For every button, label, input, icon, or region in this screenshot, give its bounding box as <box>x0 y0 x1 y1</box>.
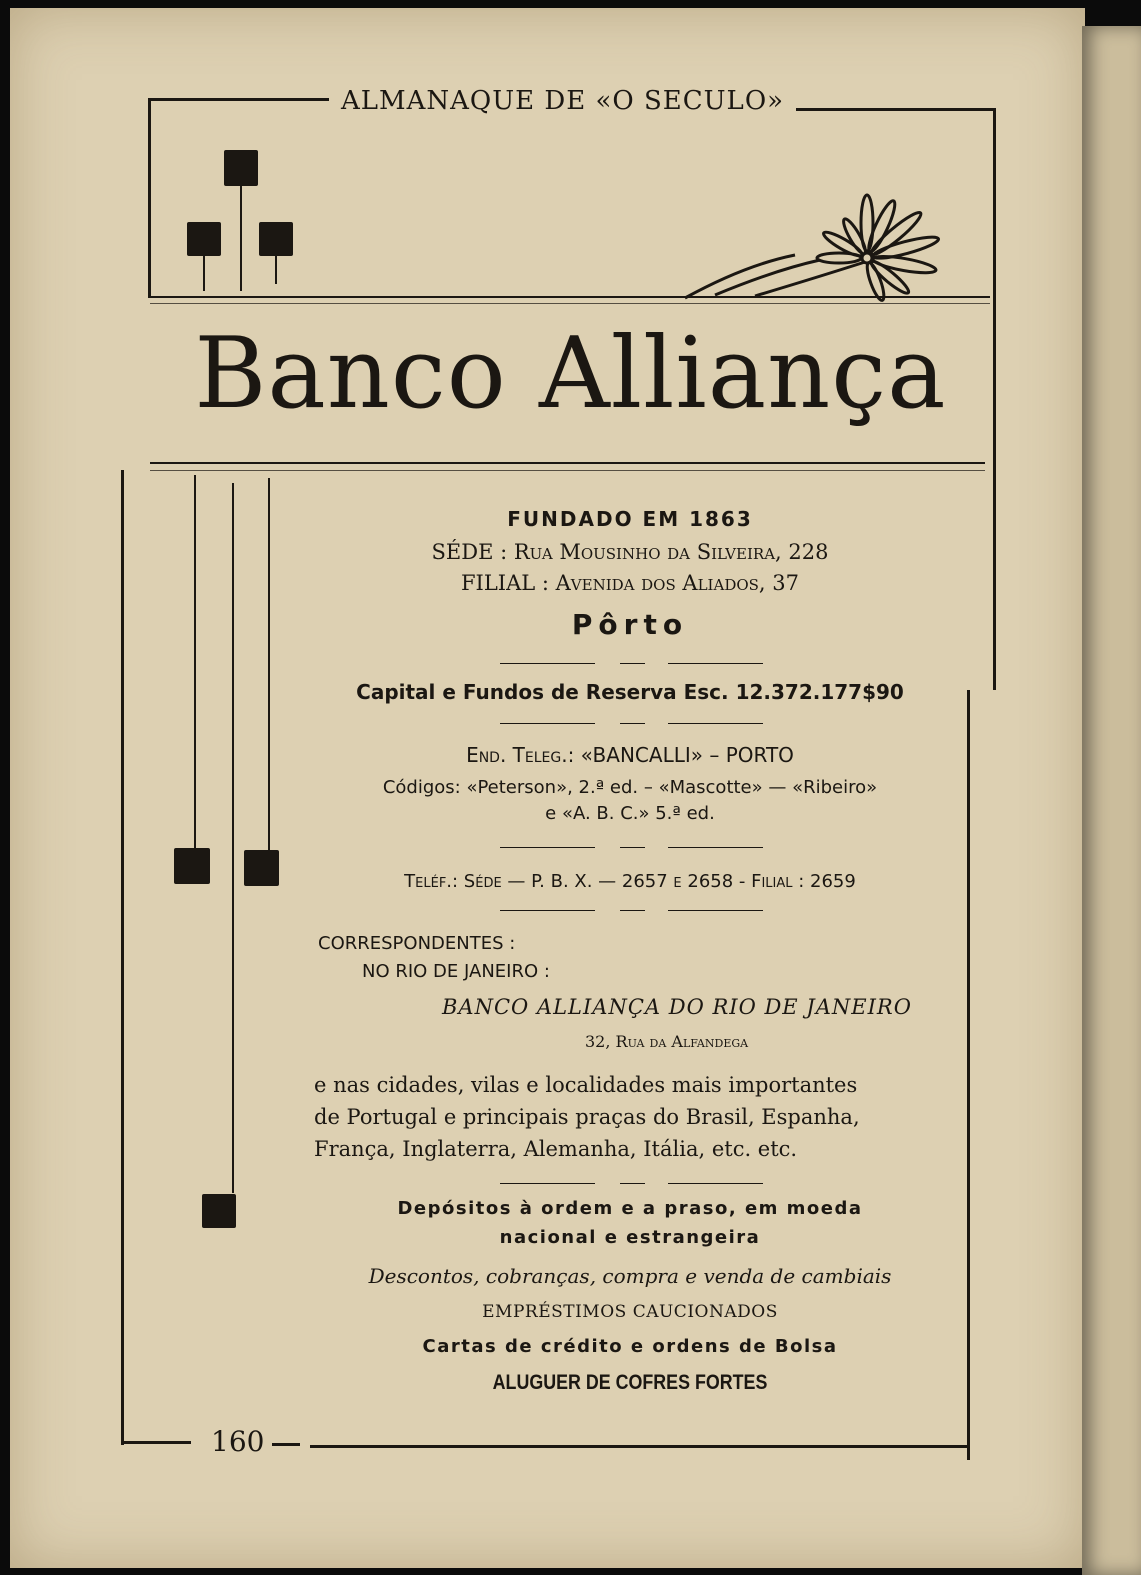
separator <box>500 1183 765 1184</box>
codes-line-2: e «A. B. C.» 5.ª ed. <box>545 803 715 824</box>
page-header <box>0 86 1141 116</box>
frame-right-lower <box>967 690 970 1460</box>
codes-line-1: Códigos: «Peterson», 2.ª ed. – «Mascotte» — «Ribeiro» <box>382 777 878 798</box>
separator <box>500 663 765 664</box>
side-ornament-stem <box>268 478 270 850</box>
credit-line: Cartas de crédito e ordens de Bolsa <box>422 1336 838 1357</box>
discounts-line: Descontos, cobranças, compra e venda de cambiais <box>368 1264 892 1288</box>
network-line-1: e nas cidades, vilas e localidades mais importantes <box>314 1073 858 1097</box>
rio-bank-name: BANCO ALLIANÇA DO RIO DE JANEIRO <box>442 995 912 1019</box>
ornament-stem <box>203 256 205 291</box>
city-name: Pôrto <box>571 608 689 641</box>
deposits-line-2: nacional e estrangeira <box>499 1227 761 1248</box>
network-line-2: de Portugal e principais praças do Brasil, Espanha, <box>314 1105 860 1129</box>
rio-heading: NO RIO DE JANEIRO : <box>362 961 550 982</box>
ornament-stem <box>275 256 277 284</box>
ornament-square <box>224 150 258 186</box>
side-ornament-square <box>174 848 210 884</box>
separator <box>500 847 765 848</box>
title-rule-bottom-2 <box>150 470 985 471</box>
founded-line: FUNDADO EM 1863 <box>507 507 753 531</box>
bank-name-title: Banco Alliança <box>194 317 947 431</box>
frame-bottom-left <box>121 1441 191 1444</box>
phone-numbers: Teléf.: Séde — P. B. X. — 2657 e 2658 - Filial : 2659 <box>404 871 856 892</box>
side-ornament-square <box>202 1194 236 1228</box>
title-rule-bottom-1 <box>150 462 985 464</box>
correspondents-heading: CORRESPONDENTES : <box>318 933 516 954</box>
frame-left <box>148 98 151 298</box>
ornament-square <box>187 222 221 256</box>
ornament-stem <box>240 186 242 291</box>
rio-bank-address: 32, Rua da Alfandega <box>585 1032 749 1051</box>
flower-ornament-icon <box>675 190 965 305</box>
page-number: 160 <box>205 1425 270 1458</box>
frame-left-lower <box>121 470 124 1445</box>
branch-address: FILIAL : Avenida dos Aliados, 37 <box>460 571 799 595</box>
telegraph-address: End. Teleg.: «BANCALLI» – PORTO <box>466 743 794 767</box>
side-ornament-stem <box>194 475 196 850</box>
separator <box>500 910 765 911</box>
separator <box>500 723 765 724</box>
safes-line: ALUGUER DE COFRES FORTES <box>492 1371 768 1394</box>
side-ornament-square <box>244 850 279 886</box>
side-ornament-stem <box>232 483 234 1193</box>
facing-page-edge <box>1082 26 1141 1575</box>
seat-address: SÉDE : Rua Mousinho da Silveira, 228 <box>431 540 829 564</box>
almanac-title: ALMANAQUE DE «O SECULO» <box>329 86 796 116</box>
capital-line: Capital e Fundos de Reserva Esc. 12.372.177$90 <box>356 680 904 704</box>
frame-bottom-right <box>310 1445 970 1448</box>
ornament-square <box>259 222 293 256</box>
deposits-line-1: Depósitos à ordem e a praso, em moeda <box>397 1198 863 1219</box>
page-number-dash <box>272 1443 300 1446</box>
loans-line: EMPRÉSTIMOS CAUCIONADOS <box>482 1302 778 1322</box>
network-line-3: França, Inglaterra, Alemanha, Itália, etc. etc. <box>314 1137 798 1161</box>
